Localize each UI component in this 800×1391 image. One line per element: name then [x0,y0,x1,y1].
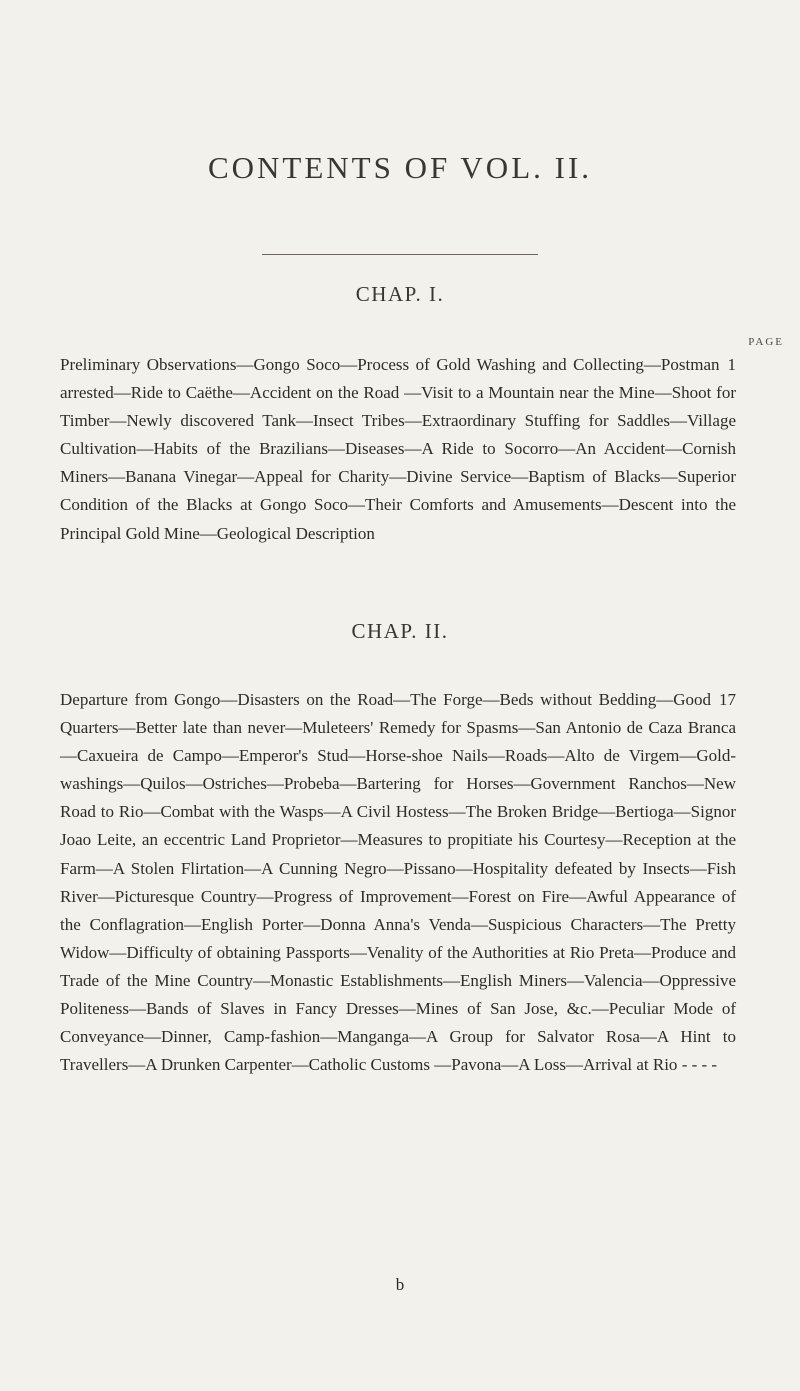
chapter-1-heading: CHAP. I. [355,282,445,306]
chapter-1-text: Preliminary Observations—Gongo Soco—Process of Gold Washing and Collecting—Postman arrested—Ride to Caëthe—Accident on the Road —Visit to a Mountain near the Mine—Shoot for Timber—Newly discovered Tank—Insect Tribes—Extraordinary Stuffing for Saddles—Village Cultivation—Habits of the Brazilians—Diseases—A Ride to Socorro—An Accident—Cornish Miners—Banana Vinegar—Appeal for Charity—Divine Service—Baptism of Blacks—Superior Condition of the Blacks at Gongo Soco—Their Comforts and Amusements—Descent into the Principal Gold Mine—Geological Description [60,355,736,543]
chapter-2-leaders: - - - - [681,1055,718,1075]
chapter-2-heading: CHAP. II. [351,619,449,643]
title-divider [262,254,538,255]
page-column-label: PAGE [748,336,784,348]
chapter-2-summary [60,686,736,1079]
chapter-1-summary [60,351,736,548]
chapter-1-page: 1 [727,355,736,374]
page-title: CONTENTS OF VOL. II. [207,150,593,185]
chapter-2-page: 17 [719,690,736,709]
chapter-2-text: Departure from Gongo—Disasters on the Road—The Forge—Beds without Bedding—Good Quarters—Better late than never—Muleteers' Remedy for Spasms—San Antonio de Caza Branca—Caxueira de Campo—Emperor's Stud—Horse-shoe Nails—Roads—Alto de Virgem—Gold-washings—Quilos—Ostriches—Probeba—Bartering for Horses—Government Ranchos—New Road to Rio—Combat with the Wasps—A Civil Hostess—The Broken Bridge—Bertioga—Signor Joao Leite, an eccentric Land Proprietor—Measures to propitiate his Courtesy—Reception at the Farm—A Stolen Flirtation—A Cunning Negro—Pissano—Hospitality defeated by Insects—Fish River—Picturesque Country—Progress of Improvement—Forest on Fire—Awful Appearance of the Conflagration—English Porter—Donna Anna's Venda—Suspicious Characters—The Pretty Widow—Difficulty of obtaining Passports—Venality of the Authorities at Rio Preta—Produce and Trade of the Mine Country—Monastic Establishments—English Miners—Valencia—Oppressive Politeness—Bands of Slaves in Fancy Dresses—Mines of San Jose, &c.—Peculiar Mode of Conveyance—Dinner, Camp-fashion—Manganga—A Group for Salvator Rosa—A Hint to Travellers—A Drunken Carpenter—Catholic Customs —Pavona—A Loss—Arrival at Rio [60,690,736,1075]
signature-mark: b [395,1275,405,1294]
